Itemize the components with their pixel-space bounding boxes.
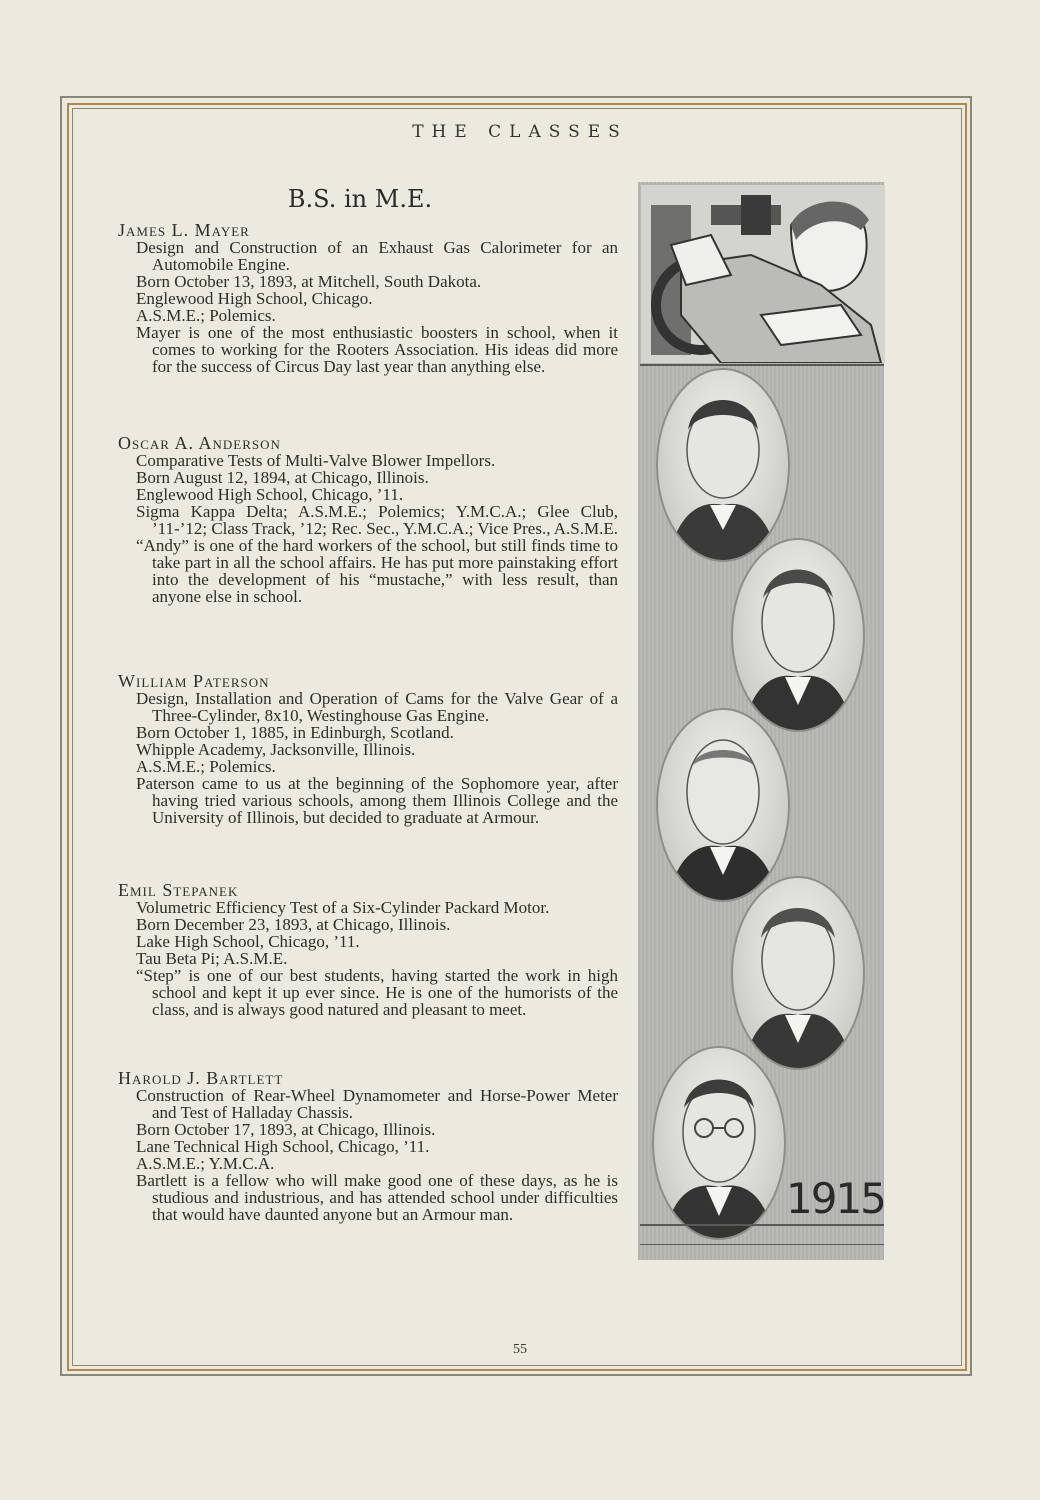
year-mark: 1915: [786, 1174, 885, 1223]
thesis-title: Design and Construction of an Exhaust Gas Calorimeter for an Automobile Engine.: [136, 238, 618, 274]
entry-mayer: [118, 222, 618, 375]
school-info: Lane Technical High School, Chicago, ’11.: [136, 1137, 430, 1156]
school-info: Whipple Academy, Jacksonville, Illinois.: [136, 740, 416, 759]
birth-info: Born August 12, 1894, at Chicago, Illinois.: [136, 468, 429, 487]
thesis-title: Construction of Rear-Wheel Dynamometer and Horse-Power Meter and Test of Halladay Chassis.: [136, 1086, 618, 1122]
sidebar-rule: [640, 364, 884, 366]
student-name: Emil Stepanek: [118, 880, 239, 900]
entry-bartlett: [118, 1070, 618, 1223]
running-header: THE CLASSES: [412, 122, 628, 142]
entry-stepanek: [118, 882, 618, 1018]
activities: Sigma Kappa Delta; A.S.M.E.; Polemics; Y.M.C.A.; Glee Club, ’11-’12; Class Track, ’12; Rec. Sec., Y.M.C.A.; Vice Pres., A.S.M.E.: [136, 502, 618, 538]
sidebar-rule-bottom: [640, 1224, 884, 1226]
thesis-title: Comparative Tests of Multi-Valve Blower Impellors.: [136, 451, 496, 470]
birth-info: Born December 23, 1893, at Chicago, Illinois.: [136, 915, 451, 934]
thesis-title: Design, Installation and Operation of Cams for the Valve Gear of a Three-Cylinder, 8x10, Westinghouse Gas Engine.: [136, 689, 618, 725]
school-info: Lake High School, Chicago, ’11.: [136, 932, 360, 951]
portrait-mayer: [656, 368, 790, 562]
engineering-illustration: [641, 185, 885, 363]
biography: “Andy” is one of the hard workers of the school, but still finds time to take part in all the school affairs. He has put more painstaking effort into the development of his “mustache,” with less result, than anyone else in school.: [136, 536, 618, 606]
biography: Paterson came to us at the beginning of the Sophomore year, after having tried various schools, among them Illinois College and the University of Illinois, but decided to graduate at Armour.: [136, 774, 618, 827]
activities: A.S.M.E.; Polemics.: [136, 306, 276, 325]
sidebar-rule-bottom-2: [640, 1244, 884, 1245]
student-name: James L. Mayer: [118, 220, 250, 240]
birth-info: Born October 13, 1893, at Mitchell, South Dakota.: [136, 272, 482, 291]
student-name: William Paterson: [118, 671, 270, 691]
portrait-paterson: [656, 708, 790, 902]
portrait-bartlett: [652, 1046, 786, 1240]
activities: A.S.M.E.; Y.M.C.A.: [136, 1154, 275, 1173]
entry-paterson: [118, 673, 618, 826]
student-name: Harold J. Bartlett: [118, 1068, 284, 1088]
portrait-stepanek: [731, 876, 865, 1070]
page-number: 55: [513, 1342, 527, 1357]
entry-anderson: [118, 435, 618, 605]
activities: Tau Beta Pi; A.S.M.E.: [136, 949, 288, 968]
thesis-title: Volumetric Efficiency Test of a Six-Cylinder Packard Motor.: [136, 898, 550, 917]
birth-info: Born October 17, 1893, at Chicago, Illinois.: [136, 1120, 436, 1139]
biography: Mayer is one of the most enthusiastic boosters in school, when it comes to working for the Rooters Association. His ideas did more for the success of Circus Day last year than anything else.: [136, 323, 618, 376]
biography: Bartlett is a fellow who will make good one of these days, as he is studious and industrious, and has attended school under difficulties that would have daunted anyone but an Armour man.: [136, 1171, 618, 1224]
school-info: Englewood High School, Chicago, ’11.: [136, 485, 404, 504]
section-title: B.S. in M.E.: [287, 185, 433, 213]
portrait-anderson: [731, 538, 865, 732]
biography: “Step” is one of our best students, having started the work in high school and kept it up ever since. He is one of the humorists of the class, and is always good natured and pleasant to meet.: [136, 966, 618, 1019]
activities: A.S.M.E.; Polemics.: [136, 757, 276, 776]
student-name: Oscar A. Anderson: [118, 433, 281, 453]
birth-info: Born October 1, 1885, in Edinburgh, Scotland.: [136, 723, 454, 742]
school-info: Englewood High School, Chicago.: [136, 289, 373, 308]
